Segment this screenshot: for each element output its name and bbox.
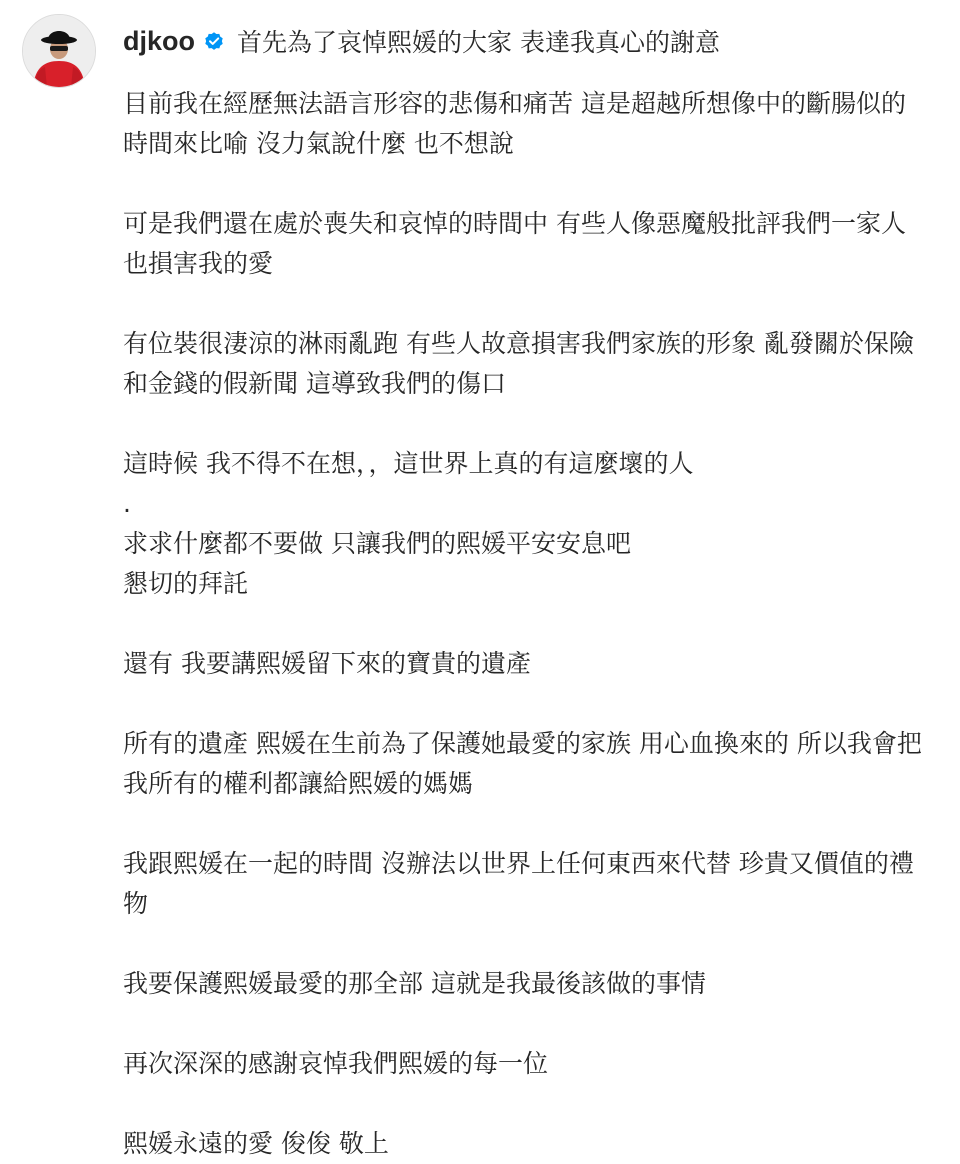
caption-paragraph: 這時候 我不得不在想，，這世界上真的有這麼壞的人	[123, 449, 694, 478]
caption-paragraph: 可是我們還在處於喪失和哀悼的時間中 有些人像惡魔般批評我們一家人 也損害我的愛	[123, 209, 914, 278]
caption-paragraph: 目前我在經歷無法語言形容的悲傷和痛苦 這是超越所想像中的斷腸似的時間來比喻 沒力氣說什麼 也不想說	[123, 89, 906, 158]
caption-paragraph: 求求什麼都不要做 只讓我們的熙媛平安安息吧 懇切的拜託	[123, 529, 631, 598]
caption-first-line: 首先為了哀悼熙媛的大家 表達我真心的謝意	[237, 28, 720, 57]
caption-signature: 熙媛永遠的愛 俊俊 敬上	[123, 1129, 389, 1158]
caption-header	[123, 18, 720, 64]
caption-paragraph: 我跟熙媛在一起的時間 沒辦法以世界上任何東西來代替 珍貴又價值的禮物	[123, 849, 914, 918]
caption-paragraph: 還有 我要講熙媛留下來的寶貴的遺產	[123, 649, 531, 678]
avatar-image	[23, 15, 95, 87]
verified-badge-icon	[203, 30, 225, 52]
caption-paragraph: 所有的遺產 熙媛在生前為了保護她最愛的家族 用心血換來的 所以我會把我所有的權利都讓給熙媛的媽媽	[123, 729, 922, 798]
caption-paragraph: 再次深深的感謝哀悼我們熙媛的每一位	[123, 1049, 549, 1078]
caption-body	[123, 84, 923, 1164]
caption-paragraph: 有位裝很淒涼的淋雨亂跑 有些人故意損害我們家族的形象 亂發關於保險和金錢的假新聞 這導致我們的傷口	[123, 329, 914, 398]
avatar[interactable]	[22, 14, 96, 88]
caption-paragraph: 我要保護熙媛最愛的那全部 這就是我最後該做的事情	[123, 969, 706, 998]
caption-dot: .	[123, 489, 131, 518]
username-link[interactable]: djkoo	[123, 25, 195, 56]
